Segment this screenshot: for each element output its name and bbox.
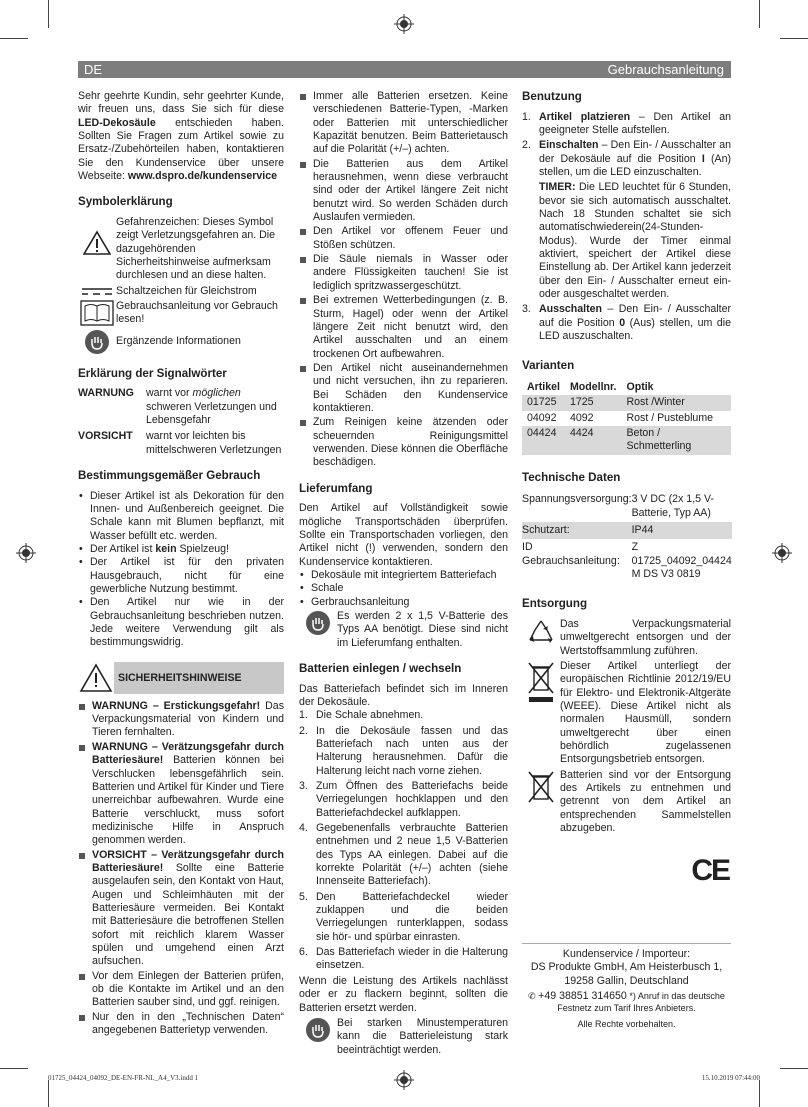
list-item: 5. Den Batteriefachdeckel wieder zuklappen und die beiden Verriegelungen runterklappen, sodass sie hör- und spürbar einrasten. bbox=[299, 890, 508, 943]
signal-warnung: WARNUNG warnt vor möglichen schweren Verletzungen und Lebensgefahr bbox=[78, 387, 277, 427]
tech-table bbox=[522, 491, 732, 583]
list-item: WARNUNG – Erstickungsgefahr! Das Verpackungsmaterial von Kindern und Tieren fernhalten. bbox=[78, 700, 284, 740]
list-item: Bei extremen Wetterbedingungen (z. B. Sturm, Hagel) oder wenn der Artikel längere Zeit nicht benutzt wird, den Artikel ausschalten und an einem trockenen Ort aufbewahren. bbox=[299, 294, 508, 361]
battery-steps bbox=[299, 709, 508, 973]
crop-mark bbox=[759, 0, 760, 28]
disposal-packaging: Das Verpackungsmaterial umweltgerecht entsorgen und der Wertstoffsammlung zuführen. bbox=[522, 618, 731, 658]
manual-book-icon bbox=[78, 300, 116, 326]
disposal-weee: Dieser Artikel unterliegt der europäischen Richtlinie 2012/19/EU für Elektro- und Elektronik-Altgeräte (WEEE). Diese Artikel nicht als normalen Hausmüll, sondern umweltgerecht über einen behördlich zugelassenen Entsorgungsbetrieb entsorgen. bbox=[522, 660, 731, 767]
delivery-info: Es werden 2 x 1,5 V-Batterie des Typs AA benötigt. Diese sind nicht im Lieferumfang enthalten. bbox=[299, 610, 508, 650]
list-item: 3. Ausschalten – Den Ein- / Ausschalter auf die Position 0 (Aus) stellen, um die LED auszuschalten. bbox=[522, 303, 731, 343]
symbol-dc-row: Schaltzeichen für Gleichstrom bbox=[78, 285, 284, 298]
list-item: Immer alle Batterien ersetzen. Keine verschiedenen Batterie-Typen, -Marken oder Batterien mit unterschiedlicher Kapazität benutzen. Beim Batterietausch auf die Polarität (+/–) achten. bbox=[299, 90, 508, 157]
crop-mark bbox=[759, 1080, 760, 1107]
use-heading: Bestimmungsgemäßer Gebrauch bbox=[78, 469, 261, 483]
delivery-heading: Lieferumfang bbox=[299, 481, 373, 495]
disposal-battery: Batterien sind vor der Entsorgung des Artikels zu entnehmen und getrennt von dem Artikel an entsprechenden Sammelstellen abzugeben. bbox=[522, 769, 731, 836]
column-1 bbox=[78, 90, 284, 1038]
info-hand-icon bbox=[78, 329, 116, 355]
use-list bbox=[78, 490, 284, 650]
list-item: • Der Artikel ist für den privaten Hausgebrauch, nicht für eine gewerbliche Nutzung bestimmt. bbox=[78, 556, 284, 596]
table-row: 04092 4092 Rost / Pusteblume bbox=[527, 411, 714, 424]
list-item: • Der Artikel ist kein Spielzeug! bbox=[78, 543, 284, 556]
list-item: Die Batterien aus dem Artikel herausnehmen, wenn diese verbraucht sind oder der Artikel längere Zeit nicht benutzt wird. So werden Schäden durch Auslaufen vermieden. bbox=[299, 158, 508, 225]
list-item: • Schale bbox=[299, 582, 508, 595]
signal-heading: Erklärung der Signalwörter bbox=[78, 366, 227, 380]
file-date: 15.10.2019 07:44:00 bbox=[701, 1074, 760, 1082]
variants-heading: Varianten bbox=[522, 359, 575, 373]
table-row: 04424 4424 Beton / Schmetterling bbox=[522, 426, 731, 455]
signal-vorsicht: VORSICHT warnt vor leichten bis mittelschweren Verletzungen bbox=[78, 430, 282, 456]
table-row: Spannungsversorgung: 3 V DC (2x 1,5 V-Batterie, Typ AA) bbox=[522, 493, 714, 519]
info-hand-icon bbox=[299, 1017, 337, 1043]
list-item: 4. Gegebenenfalls verbrauchte Batterien entnehmen und 2 neue 1,5 V-Batterien des Typs AA einlegen. Dabei auf die korrekte Polarität (+/–) achten (siehe Innenseite Batteriefach). bbox=[299, 822, 508, 888]
phone-line: ✆ +49 38851 314650 *) Anruf in das deutsche Festnetz zum Tarif Ihres Anbieters. bbox=[528, 990, 725, 1014]
list-item: 2. In die Dekosäule fassen und das Batteriefach nach unten aus der Halterung herausnehmen. Dafür die Halterung leicht nach vorne ziehen. bbox=[299, 724, 508, 777]
list-item: • Dieser Artikel ist als Dekoration für den Innen- und Außenbereich geeignet. Die Schale kann mit Blumen bepflanzt, mit Wasser befüllt etc. werden. bbox=[78, 490, 284, 543]
intro-paragraph: Sehr geehrte Kundin, sehr geehrter Kunde, wir freuen uns, dass Sie sich für diese LED-Dekosäule entschieden haben. Sollten Sie Fragen zum Artikel sowie zu Ersatz-/Zubehörteilen haben, kontaktieren Sie den Kundenservice über unsere Webseite: www.dspro.de/kundenservice bbox=[78, 90, 284, 183]
registration-mark-icon bbox=[394, 14, 414, 34]
list-item: Zum Reinigen keine ätzenden oder scheuernden Reinigungsmittel verwenden. Diese können die Oberfläche beschädigen. bbox=[299, 416, 508, 469]
delivery-text: Den Artikel auf Vollständigkeit sowie mögliche Transportschäden überprüfen. Sollte ein Transportschaden vorliegen, den Artikel nicht (!) verwenden, sondern den Kundenservice kontaktieren. bbox=[299, 502, 508, 568]
list-item: VORSICHT – Verätzungsgefahr durch Batteriesäure! Sollte eine Batterie ausgelaufen sein, den Kontakt von Haut, Augen und Schleimhäuten mit der Batteriesäure vermeiden. Bei Kontakt mit Batteriesäure die betroffenen Stellen sofort mit reichlich klarem Wasser spülen und umgehend einen Arzt aufsuchen. bbox=[78, 849, 284, 969]
ce-mark: CE bbox=[691, 853, 729, 887]
list-item: 2. Einschalten – Den Ein- / Ausschalter an der Dekosäule auf die Position I (An) stellen, um die LED einzuschalten. TIMER: Die LED leuchtet für 6 Stunden, bevor sie sich automatisch ausschaltet. Nach 18 Stunden schaltet sie sich automatischwiederein(24-Stunden-Modus). Wurde der Timer einmal aktiviert, speichert der Artikel diese Einstellung ab. Der Artikel kann jederzeit über den Ein- / Ausschalter erneut ein- oder ausgeschaltet werden. bbox=[522, 139, 731, 301]
warning-triangle-icon bbox=[78, 216, 116, 256]
usage-heading: Benutzung bbox=[522, 90, 582, 103]
service-link[interactable]: www.dspro.de/kundenservice bbox=[127, 170, 277, 183]
safety-banner: SICHERHEITSHINWEISE bbox=[78, 662, 284, 694]
disposal-heading: Entsorgung bbox=[522, 597, 588, 611]
crop-mark bbox=[0, 1068, 28, 1069]
crop-mark bbox=[780, 38, 808, 39]
table-row: 01725 1725 Rost /Winter bbox=[522, 395, 731, 410]
delivery-list bbox=[299, 569, 508, 609]
list-item: • Gerbrauchsanleitung bbox=[299, 596, 508, 609]
registration-mark-icon bbox=[394, 1070, 414, 1090]
list-item: • Den Artikel nur wie in der Gebrauchsanleitung beschrieben nutzen. Jede weitere Verwendung gilt als bestimmungswidrig. bbox=[78, 596, 284, 649]
recycling-icon bbox=[522, 618, 560, 646]
direct-current-icon bbox=[78, 285, 116, 297]
list-item: 3. Zum Öffnen des Batteriefachs beide Verriegelungen hochklappen und den Batteriefachdeckel aufklappen. bbox=[299, 780, 508, 819]
list-item: Die Säule niemals in Wasser oder andere Flüssigkeiten tauchen! Sie ist lediglich spritzwassergeschützt. bbox=[299, 253, 508, 293]
registration-mark-icon bbox=[16, 543, 36, 563]
battery-after: Wenn die Leistung des Artikels nachlässt oder er zu flackern beginnt, sollten die Batterien ersetzt werden. bbox=[299, 974, 508, 1014]
list-item: Vor dem Einlegen der Batterien prüfen, ob die Kontakte im Artikel und an den Batterien sauber sind, und ggf. reinigen. bbox=[78, 970, 284, 1010]
list-item: 1. Artikel platzieren – Den Artikel an geeigneter Stelle aufstellen. bbox=[522, 110, 731, 136]
usage-steps bbox=[522, 111, 731, 344]
crop-mark bbox=[780, 1068, 808, 1069]
column-2 bbox=[299, 90, 508, 1059]
warning-triangle-icon bbox=[78, 662, 114, 694]
battery-intro: Das Batteriefach befindet sich im Inneren der Dekosäule. bbox=[299, 682, 508, 708]
crossed-bin-icon bbox=[522, 769, 560, 805]
list-item: Den Artikel vor offenem Feuer und Stößen schützen. bbox=[299, 225, 508, 252]
battery-info: Bei starken Minustemperaturen kann die Batterieleistung stark beeinträchtigt werden. bbox=[299, 1017, 508, 1057]
list-item: Nur den in den „Technischen Daten“ angegebenen Batterietyp verwenden. bbox=[78, 1011, 284, 1038]
crop-mark bbox=[48, 1080, 49, 1107]
battery-heading: Batterien einlegen / wechseln bbox=[299, 662, 462, 675]
crop-mark bbox=[48, 0, 49, 28]
list-item: WARNUNG – Verätzungsgefahr durch Batteriesäure! Batterien können bei Verschlucken lebensgefährlich sein. Batterien und Artikel für Kinder und Tiere unerreichbar aufbewahren. Wurde eine Batterie verschluckt, muss sofort medizinische Hilfe in Anspruch genommen werden. bbox=[78, 741, 284, 848]
safety-list bbox=[78, 700, 284, 1038]
table-row: Schutzart: IP44 bbox=[522, 522, 732, 539]
crossed-bin-icon bbox=[522, 660, 560, 704]
column-3 bbox=[522, 90, 731, 889]
crop-mark bbox=[0, 38, 28, 39]
file-name: 01725_04424_04092_DE-EN-FR-NL_A4_V3.indd 1 bbox=[48, 1074, 199, 1082]
registration-mark-icon bbox=[772, 543, 792, 563]
imprint: Kundenservice / Importeur: DS Produkte GmbH, Am Heisterbusch 1, 19258 Gallin, Deutschland ✆ +49 38851 314650 *) Anruf in das deutsche Festnetz zum Tarif Ihres Anbieters. Alle Rechte vorbehalten. bbox=[522, 943, 731, 1030]
list-item: Den Artikel nicht auseinandernehmen und nicht versuchen, ihn zu reparieren. Bei Schäden den Kundenservice kontaktieren. bbox=[299, 362, 508, 415]
list-item: • Dekosäule mit integriertem Batteriefach bbox=[299, 569, 508, 582]
page-title: Gebrauchsanleitung bbox=[607, 62, 724, 77]
symbol-heading: Symbolerklärung bbox=[78, 195, 173, 209]
language-label: DE bbox=[84, 62, 103, 77]
symbol-manual-row: Gebrauchsanleitung vor Gebrauch lesen! bbox=[78, 300, 284, 327]
phone-icon: ✆ bbox=[528, 991, 539, 1002]
tech-heading: Technische Daten bbox=[522, 470, 621, 484]
symbol-danger-row: Gefahrenzeichen: Dieses Symbol zeigt Verletzungsgefahren an. Die dazugehörenden Sicherheitshinweise aufmerksam durchlesen und an diese halten. bbox=[78, 216, 284, 283]
info-hand-icon bbox=[299, 610, 337, 636]
table-header-row: Artikel Modellnr. Optik bbox=[527, 381, 654, 394]
variants-table bbox=[522, 380, 731, 455]
table-row: ID Gebrauchsanleitung: Z 01725_04092_04424 M DS V3 0819 bbox=[522, 541, 732, 581]
list-item: 6. Das Batteriefach wieder in die Halterung einsetzen. bbox=[299, 946, 508, 972]
symbol-info-row: Ergänzende Informationen bbox=[78, 329, 284, 355]
list-item: 1. Die Schale abnehmen. bbox=[299, 709, 424, 722]
section-header bbox=[78, 61, 731, 78]
safety-list-continued bbox=[299, 90, 508, 470]
